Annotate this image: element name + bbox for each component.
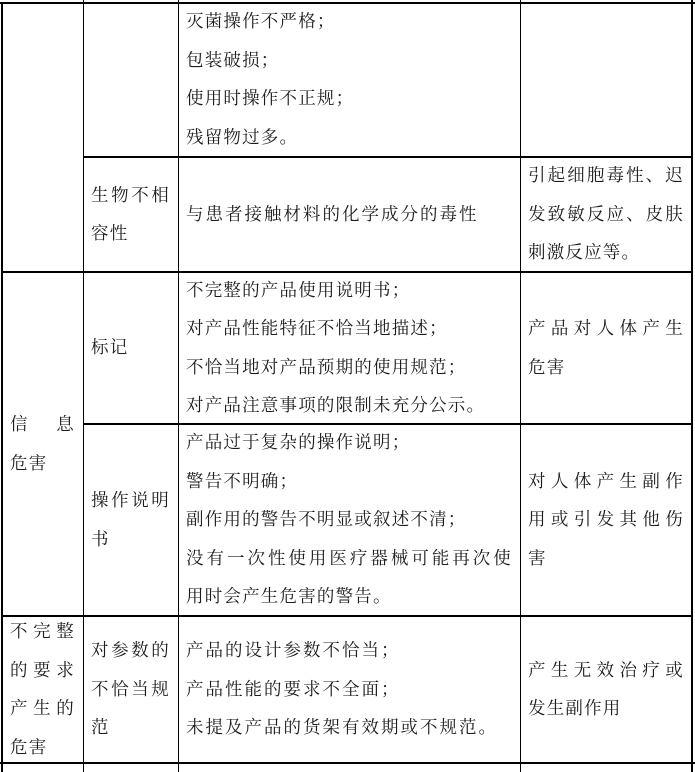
table-border-line [178,0,180,772]
cell-causes-sterilization [178,2,520,156]
cell-text-line: 不完整的产品使用说明书； [186,279,411,300]
cell-text-line: 对参数的 [91,640,170,661]
cell-text-line: 害 [528,547,547,568]
table-border-line [1,271,693,273]
cell-subcategory-biocompatibility [83,157,178,271]
table-border-line [1,2,3,772]
cell-category-information-hazard [2,272,83,615]
table-border-line [520,0,522,772]
cell-text-line: 产品的设计参数不恰当； [186,640,401,661]
cell-text-line: 生物不相 [91,184,170,205]
cell-text-line: 灭菌操作不严格； [186,11,336,31]
cell-text-line: 产品对人体产生 [528,318,684,338]
cell-text-line: 操作说明 [91,490,170,510]
cell-category-incomplete-requirements [2,616,83,762]
cell-text-line: 书 [91,528,110,549]
cell-text-line: 副作用的警告不明显或叙述不清； [186,509,467,530]
cell-text-line: 用时会产生危害的警告。 [186,586,392,607]
cell-text-line: 包装破损； [186,49,280,70]
table-border-line [0,762,695,764]
cell-text-line: 与患者接触材料的化学成分的毒性 [186,203,479,224]
cell-text-line: 产品过于复杂的操作说明； [186,432,411,453]
cell-text-line: 产生的 [10,698,75,718]
cell-text-line: 产生无效治疗或 [528,659,684,680]
table-border-line [1,615,693,617]
cell-text-line: 的要求 [10,659,75,680]
cell-text-line: 警告不明确； [186,470,299,491]
cell-text-line: 不恰当规 [91,678,170,699]
cell-causes-labeling [178,272,520,423]
cell-subcategory-labeling [83,272,178,423]
cell-text-line: 使用时操作不正规； [186,88,355,108]
cell-text-line: 不恰当地对产品预期的使用规范； [186,356,467,377]
cell-text-line: 不完整 [10,621,75,641]
table-border-line [83,156,693,158]
cell-causes-operation-manual [178,424,520,615]
table-border-line [0,2,695,4]
cell-text-line: 对产品注意事项的限制未充分公示。 [186,395,486,415]
cell-text-line: 范 [91,717,110,738]
cell-causes-parameter-spec [178,616,520,762]
cell-consequence-operation-manual [520,424,692,615]
cell-text-line: 产品性能的要求不全面； [186,678,401,699]
cell-text-line: 发生副作用 [528,698,622,718]
cell-text-line: 没有一次性使用医疗器械可能再次使 [186,547,512,568]
cell-consequence-labeling [520,272,692,423]
table-border-line [83,423,693,425]
table-border-line [83,0,85,772]
cell-text-line: 发致敏反应、皮肤 [528,203,684,224]
cell-text-line: 危害 [10,736,48,757]
cell-text-line: 对人体产生副作 [528,470,684,491]
cell-consequence-biocompatibility [520,157,692,271]
cell-text-line: 引起细胞毒性、迟 [528,165,684,186]
cell-text-line: 刺激反应等。 [528,242,641,263]
cell-text-line: 容性 [91,223,129,243]
cell-cause-biocompatibility [178,157,520,271]
table-border-line [691,0,693,772]
cell-text-line: 标记 [91,337,129,358]
cell-text-line: 用或引发其他伤 [528,509,684,530]
cell-text-line: 未提及产品的货架有效期或不规范。 [186,717,498,738]
cell-text-line: 危害 [528,356,566,377]
cell-subcategory-parameter-spec [83,616,178,762]
cell-text-line: 危害 [10,452,48,473]
cell-text-line: 对产品性能特征不恰当地描述； [186,318,448,338]
cell-subcategory-operation-manual [83,424,178,615]
cell-text-line: 信息 [10,414,75,434]
cell-consequence-parameter-spec [520,616,692,762]
cell-text-line: 残留物过多。 [186,126,299,147]
